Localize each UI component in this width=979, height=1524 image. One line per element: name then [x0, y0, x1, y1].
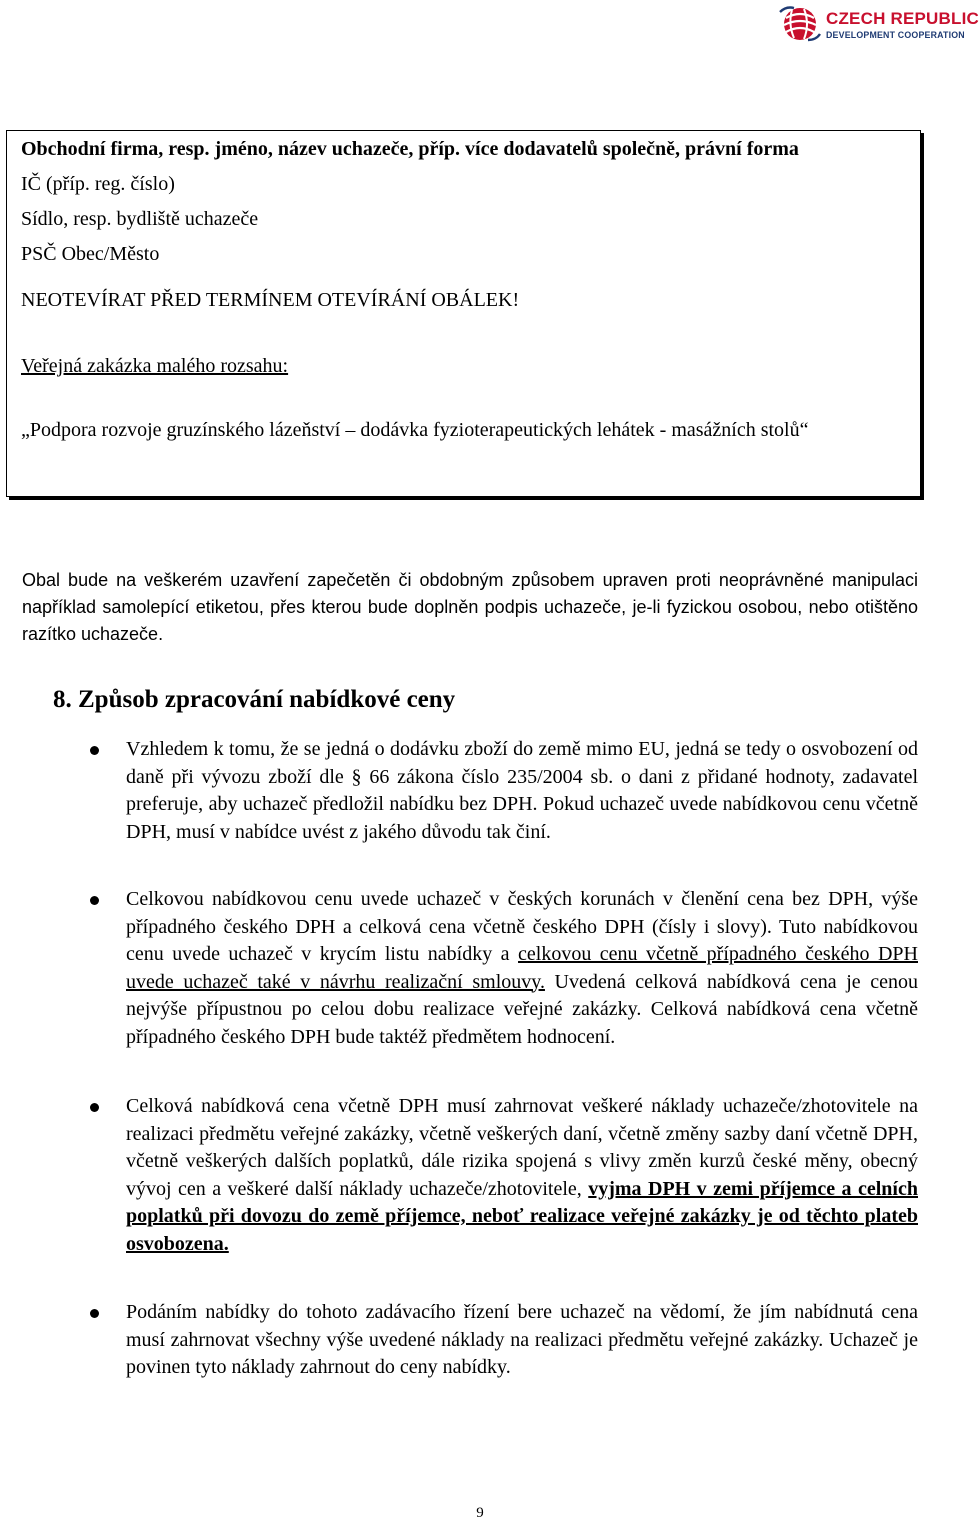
bullet-text: Vzhledem k tomu, že se jedná o dodávku zboží do země mimo EU, jedná se tedy o osvobození od daně při vývozu zboží dle § 66 zákona číslo 235/2004 sb. o dani z přidané hodnoty, zadavatel preferuje, aby uchazeč předložil nabídku bez DPH. Pokud uchazeč uvede nabídkovou cenu včetně DPH, musí v nabídce uvést z jakého důvodu tak činí.: [126, 738, 918, 843]
registration-number-line: IČ (příp. reg. číslo): [21, 173, 175, 195]
tender-subject: „Podpora rozvoje gruzínského lázeňství – dodávka fyzioterapeutických lehátek - masážních stolů“: [21, 419, 809, 441]
globe-logo-icon: [778, 4, 822, 44]
bidder-name-line: Obchodní firma, resp. jméno, název uchazeče, příp. více dodavatelů společně, právní forma: [21, 138, 799, 160]
seat-line: Sídlo, resp. bydliště uchazeče: [21, 208, 259, 230]
bullet-text: [126, 1093, 918, 1258]
sealing-paragraph: Obal bude na veškerém uzavření zapečetěn či obdobným způsobem upraven proti neoprávněné manipulaci například samolepící etiketou, přes kterou bude doplněn podpis uchazeče, je-li fyzickou osobou, nebo otištěno razítko uchazeče.: [22, 570, 918, 644]
czech-development-logo: [778, 4, 979, 44]
logo-title: CZECH REPUBLIC: [826, 9, 979, 28]
section-heading: 8. Způsob zpracování nabídkové ceny: [53, 686, 456, 713]
bullet-text-part: Celková nabídková cena včetně DPH musí zahrnovat veškeré náklady uchazeče/zhotovitele na realizaci předmětu veřejné zakázky, včetně veškerých daní, včetně změny sazby daní včetně DPH, včetně veškerých dalších poplatků, dále rizika spojená s vlivy změn kurzů české měny, obecný vývoj cen a veškeré další náklady uchazeče/zhotovitele,: [126, 1095, 918, 1200]
page-number: 9: [476, 1505, 484, 1521]
bullet-icon: [90, 1103, 99, 1112]
bullet-icon: [90, 896, 99, 905]
do-not-open-warning: NEOTEVÍRAT PŘED TERMÍNEM OTEVÍRÁNÍ OBÁLEK!: [21, 289, 520, 311]
tender-title: Veřejná zakázka malého rozsahu:: [21, 355, 289, 377]
bullet-text: Podáním nabídky do tohoto zadávacího řízení bere uchazeč na vědomí, že jím nabídnutá cena musí zahrnovat všechny výše uvedené náklady na realizaci předmětu veřejné zakázky. Uchazeč je povinen tyto náklady zahrnout do ceny nabídky.: [126, 1301, 918, 1378]
bullet-text: [126, 886, 918, 1051]
bullet-text-part: Celkovou nabídkovou cenu uvede uchazeč v českých korunách v členění cena bez DPH, výše případného českého DPH a celková cena včetně českého DPH (čísly i slovy). Tuto nabídkovou cenu uvede uchazeč v krycím listu nabídky a: [126, 888, 918, 965]
underlined-text: celkovou cenu včetně případného českého DPH uvede uchazeč také v návrhu realizační smlouvy.: [126, 943, 918, 993]
bullet-icon: [90, 746, 99, 755]
bullet-icon: [90, 1309, 99, 1318]
envelope-label-box: [6, 130, 921, 497]
logo-subtitle: DEVELOPMENT COOPERATION: [826, 30, 965, 40]
bullet-text-part: Uvedená celková nabídková cena je cenou nejvýše přípustnou po celou dobu realizace veřejné zakázky. Celková nabídková cena včetně případného českého DPH bude taktéž předmětem hodnocení.: [126, 970, 918, 1048]
postal-code-city-line: PSČ Obec/Město: [21, 243, 160, 265]
bold-underlined-text: vyjma DPH v zemi příjemce a celních poplatků při dovozu do země příjemce, neboť realizace veřejné zakázky je od těchto plateb osvobozena.: [126, 1177, 918, 1255]
